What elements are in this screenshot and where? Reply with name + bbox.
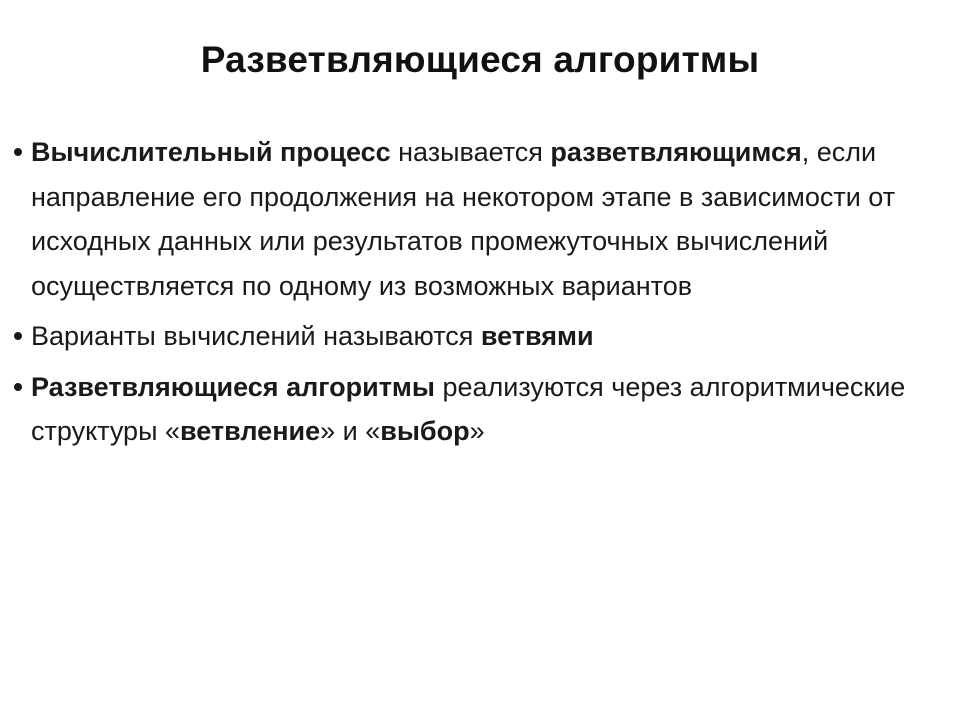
bullet-item-3	[14, 365, 944, 454]
bullet-1-text: называется	[390, 137, 551, 167]
bullet-3-keyword-branching: ветвление	[180, 416, 321, 446]
bullet-item-1	[14, 130, 944, 308]
bullet-1-definition: , если направление его продолжения на некотором этапе в зависимости от исходных данных или результатов промежуточных вычислений осуществляется по одному из возможных вариантов	[31, 137, 896, 301]
bullet-3-text: реализуются через алгоритмические структуры «	[31, 371, 906, 446]
bullet-list	[14, 130, 944, 454]
bullet-3-closing-quote: »	[469, 416, 485, 446]
bullet-3-conjunction: » и «	[320, 416, 381, 446]
slide-title: Разветвляющиеся алгоритмы	[200, 39, 760, 80]
bullet-3-keyword-choice: выбор	[380, 416, 470, 446]
bullet-2-text: Варианты вычислений называются	[31, 321, 481, 351]
bullet-dot-icon	[14, 148, 22, 156]
bullet-item-2	[14, 314, 944, 359]
bullet-dot-icon	[14, 332, 22, 340]
bullet-dot-icon	[14, 383, 22, 391]
bullet-1-keyword: разветвляющимся	[550, 137, 802, 167]
bullet-3-term: Разветвляющиеся алгоритмы	[31, 371, 435, 402]
bullet-2-keyword: ветвями	[480, 321, 594, 351]
bullet-1-term: Вычислительный процесс	[31, 137, 391, 167]
